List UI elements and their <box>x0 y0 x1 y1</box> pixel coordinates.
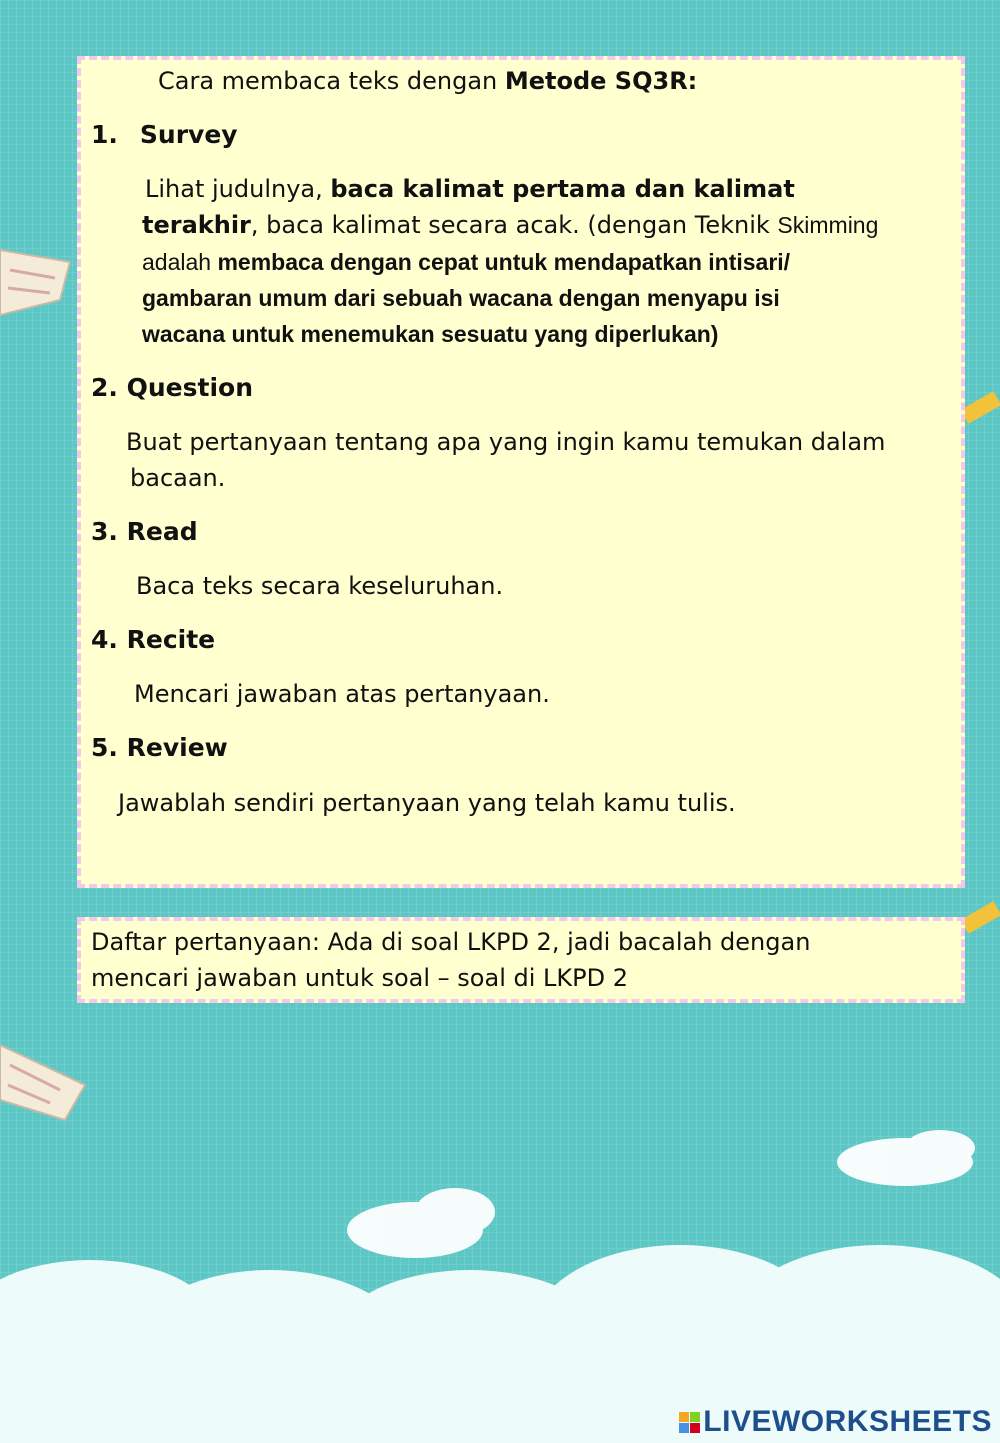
survey-line: terakhir, baca kalimat secara acak. (dengan Teknik Skimming <box>142 211 879 239</box>
intro-text: Cara membaca teks dengan Metode SQ3R: <box>158 67 698 95</box>
survey-line: Lihat judulnya, baca kalimat pertama dan kalimat <box>145 175 795 203</box>
cloud-icon <box>347 1130 975 1258</box>
pencil-icon <box>960 391 1000 424</box>
question-line: Buat pertanyaan tentang apa yang ingin kamu temukan dalam <box>126 428 886 456</box>
question-list-card <box>77 917 965 1003</box>
question-list-line: mencari jawaban untuk soal – soal di LKPD 2 <box>91 964 628 992</box>
step-heading-question: 2. Question <box>91 373 254 402</box>
step-heading-read: 3. Read <box>91 517 198 546</box>
liveworksheets-watermark: LIVEWORKSHEETS <box>679 1405 992 1439</box>
step-heading-review: 5. Review <box>91 733 228 762</box>
sq3r-card <box>77 56 965 888</box>
survey-line: wacana untuk menemukan sesuatu yang diperlukan) <box>142 321 719 347</box>
paper-scroll-icon <box>0 250 70 315</box>
step-heading-survey: 1. Survey <box>91 120 238 149</box>
liveworksheets-logo-icon <box>679 1412 700 1433</box>
review-line: Jawablah sendiri pertanyaan yang telah kamu tulis. <box>118 789 736 817</box>
survey-line: gambaran umum dari sebuah wacana dengan menyapu isi <box>142 285 780 311</box>
question-list-line: Daftar pertanyaan: Ada di soal LKPD 2, jadi bacalah dengan <box>91 928 811 956</box>
pencil-icon <box>960 901 1000 934</box>
survey-line: adalah membaca dengan cepat untuk mendapatkan intisari/ <box>142 249 791 275</box>
recite-line: Mencari jawaban atas pertanyaan. <box>134 680 550 708</box>
read-line: Baca teks secara keseluruhan. <box>136 572 504 600</box>
question-line: bacaan. <box>130 464 226 492</box>
paper-scroll-icon <box>0 1045 85 1120</box>
step-heading-recite: 4. Recite <box>91 625 216 654</box>
